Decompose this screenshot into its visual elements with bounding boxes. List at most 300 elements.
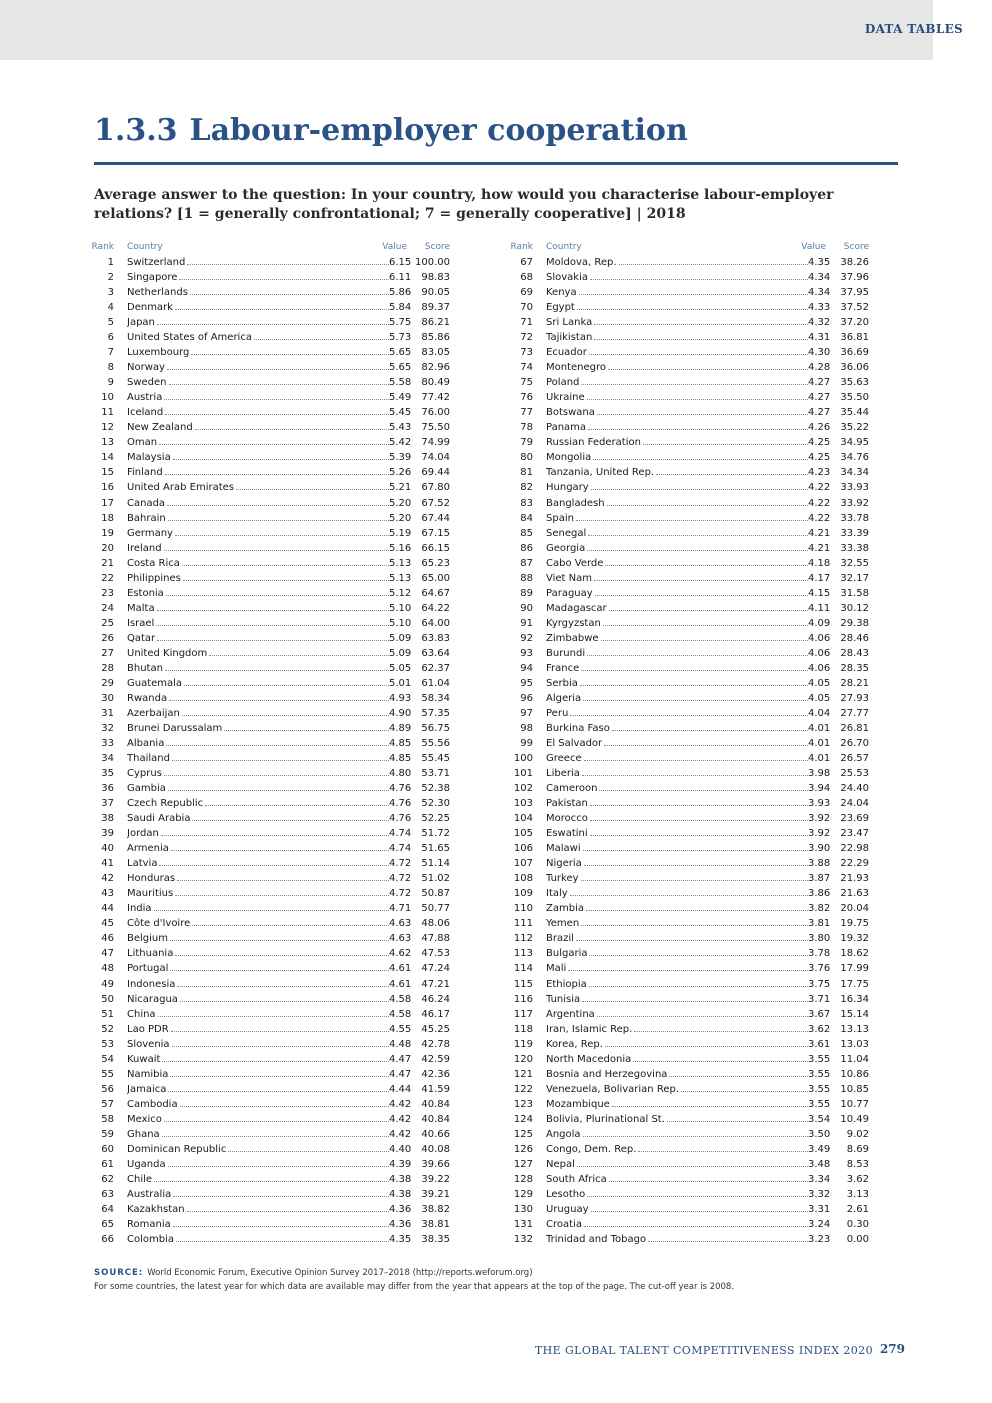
- rank-cell: 44: [101, 903, 114, 915]
- dot-leader: [603, 625, 808, 626]
- rank-cell: 37: [101, 798, 114, 810]
- rank-cell: 97: [520, 707, 533, 719]
- dot-leader: [191, 354, 389, 355]
- score-cell: 64.00: [421, 617, 450, 629]
- score-cell: 77.42: [421, 392, 450, 404]
- rank-cell: 99: [520, 738, 533, 749]
- score-cell: 23.69: [840, 813, 869, 825]
- dot-leader: [582, 775, 808, 776]
- score-cell: 83.05: [421, 347, 450, 359]
- country-cell: [127, 721, 389, 736]
- table-row: [80, 901, 458, 916]
- dot-leader: [170, 970, 389, 971]
- dot-leader: [171, 850, 389, 851]
- table-row: [80, 330, 458, 345]
- value-cell: 4.27: [808, 377, 831, 389]
- rank-cell: 113: [513, 948, 533, 960]
- rank-cell: 31: [101, 707, 114, 719]
- rank-cell: 29: [101, 677, 114, 689]
- value-cell: 5.45: [389, 407, 412, 419]
- value-cell: 3.55: [808, 1053, 831, 1065]
- score-cell: 10.49: [840, 1113, 869, 1125]
- score-cell: 18.62: [840, 948, 869, 960]
- table-header: [499, 242, 877, 255]
- score-cell: 28.35: [840, 662, 869, 674]
- source-label: SOURCE:: [94, 1268, 144, 1278]
- value-cell: 4.93: [389, 692, 412, 704]
- table-row: [499, 390, 877, 405]
- dot-leader: [179, 279, 389, 280]
- dot-leader: [167, 505, 389, 506]
- dot-leader: [154, 1181, 389, 1182]
- footer-publication: [535, 1344, 905, 1357]
- table-row: [499, 1172, 877, 1187]
- dot-leader: [589, 955, 808, 956]
- rank-cell: 110: [513, 903, 533, 915]
- score-cell: 40.08: [421, 1143, 450, 1155]
- rank-cell: 30: [101, 692, 114, 704]
- value-cell: 4.90: [389, 707, 412, 719]
- rank-cell: 70: [520, 302, 533, 314]
- rank-cell: 62: [101, 1173, 114, 1185]
- country-name: Brazil: [546, 933, 574, 945]
- country-name: Spain: [546, 512, 574, 524]
- table-row: [499, 856, 877, 871]
- value-cell: 5.10: [389, 617, 412, 629]
- value-cell: 5.12: [389, 587, 412, 599]
- score-cell: 53.71: [421, 768, 450, 780]
- country-name: Burundi: [546, 647, 586, 659]
- rank-cell: 69: [520, 287, 533, 299]
- score-cell: 52.30: [421, 798, 450, 810]
- score-cell: 36.69: [840, 347, 869, 359]
- table-row: [80, 721, 458, 736]
- value-cell: 5.43: [389, 422, 412, 434]
- country-cell: [127, 992, 389, 1007]
- value-cell: 4.05: [808, 677, 831, 689]
- table-row: [499, 886, 877, 901]
- rank-cell: 65: [101, 1219, 114, 1230]
- country-cell: [127, 856, 389, 871]
- score-cell: 51.14: [421, 858, 450, 870]
- country-name: Bahrain: [127, 512, 166, 524]
- rank-cell: 96: [520, 692, 533, 704]
- score-cell: 61.04: [421, 677, 450, 689]
- country-name: Viet Nam: [546, 572, 593, 584]
- dot-leader: [577, 1166, 808, 1167]
- dot-leader: [581, 880, 808, 881]
- value-cell: 3.71: [808, 993, 831, 1005]
- country-cell: [127, 1142, 389, 1157]
- country-name: Angola: [546, 1128, 581, 1140]
- score-cell: 19.75: [840, 918, 869, 930]
- dot-leader: [156, 625, 389, 626]
- rank-cell: 66: [101, 1234, 114, 1246]
- score-cell: 3.62: [846, 1173, 869, 1185]
- dot-leader: [612, 1106, 808, 1107]
- country-cell: [127, 841, 389, 856]
- country-name: Pakistan: [546, 798, 588, 810]
- country-name: Slovenia: [127, 1038, 170, 1050]
- table-row: [80, 1052, 458, 1067]
- value-cell: 5.13: [389, 557, 412, 569]
- country-cell: [546, 511, 808, 526]
- rank-cell: 58: [101, 1113, 114, 1125]
- table-row: [499, 706, 877, 721]
- rank-cell: 88: [520, 572, 533, 584]
- score-cell: 51.02: [421, 873, 450, 885]
- country-cell: [546, 300, 808, 315]
- rank-cell: 19: [101, 527, 114, 539]
- country-name: Oman: [127, 437, 158, 449]
- title-divider: [94, 162, 898, 165]
- title-number: 1.3.3: [94, 113, 178, 148]
- score-cell: 23.47: [840, 828, 869, 840]
- score-cell: 13.03: [840, 1038, 869, 1050]
- country-name: Ethiopia: [546, 978, 587, 990]
- score-cell: 37.52: [840, 302, 869, 314]
- score-cell: 37.96: [840, 272, 869, 284]
- table-row: [499, 841, 877, 856]
- table-row: [80, 375, 458, 390]
- country-name: Côte d'Ivoire: [127, 918, 191, 930]
- country-cell: [546, 706, 808, 721]
- dot-leader: [168, 520, 389, 521]
- dot-leader: [633, 1061, 808, 1062]
- country-cell: [546, 691, 808, 706]
- score-cell: 22.29: [840, 858, 869, 870]
- dot-leader: [584, 760, 808, 761]
- value-cell: 3.55: [808, 1098, 831, 1110]
- score-cell: 29.38: [840, 617, 869, 629]
- country-cell: [127, 601, 389, 616]
- country-name: El Salvador: [546, 738, 603, 749]
- table-row: [499, 435, 877, 450]
- value-cell: 3.54: [808, 1113, 831, 1125]
- country-cell: [127, 435, 389, 450]
- table-row: [80, 781, 458, 796]
- country-name: Denmark: [127, 302, 173, 314]
- country-name: Burkina Faso: [546, 722, 610, 734]
- value-cell: 3.87: [808, 873, 831, 885]
- value-header: Value: [382, 242, 407, 252]
- rank-cell: 100: [513, 753, 533, 765]
- score-cell: 34.76: [840, 452, 869, 464]
- rank-cell: 86: [520, 542, 533, 554]
- rank-cell: 111: [513, 918, 533, 930]
- country-name: South Africa: [546, 1173, 607, 1185]
- dot-leader: [172, 760, 389, 761]
- score-cell: 48.06: [421, 918, 450, 930]
- value-cell: 5.21: [389, 482, 412, 494]
- country-name: Bhutan: [127, 662, 163, 674]
- country-cell: [127, 1172, 389, 1187]
- value-cell: 3.67: [808, 1008, 831, 1020]
- score-header: Score: [843, 242, 869, 252]
- dot-leader: [605, 565, 808, 566]
- country-name: Honduras: [127, 873, 176, 885]
- country-cell: [546, 871, 808, 886]
- rank-header: Rank: [91, 242, 114, 252]
- table-row: [80, 931, 458, 946]
- value-cell: 3.92: [808, 828, 831, 840]
- value-cell: 4.23: [808, 467, 831, 479]
- score-cell: 19.32: [840, 933, 869, 945]
- country-name: Paraguay: [546, 587, 593, 599]
- country-cell: [127, 571, 389, 586]
- score-cell: 85.86: [421, 332, 450, 344]
- country-cell: [546, 826, 808, 841]
- score-cell: 57.35: [421, 707, 450, 719]
- table-row: [499, 571, 877, 586]
- rank-cell: 103: [513, 798, 533, 810]
- country-cell: [546, 1142, 808, 1157]
- value-cell: 4.01: [808, 738, 831, 749]
- value-cell: 4.38: [389, 1188, 412, 1200]
- table-row: [499, 871, 877, 886]
- score-cell: 39.66: [421, 1158, 450, 1170]
- country-cell: [546, 992, 808, 1007]
- country-cell: [127, 586, 389, 601]
- rank-cell: 11: [101, 407, 114, 419]
- score-cell: 64.22: [421, 602, 450, 614]
- country-name: Rwanda: [127, 692, 168, 704]
- score-cell: 75.50: [421, 422, 450, 434]
- dot-leader: [609, 1181, 808, 1182]
- country-cell: [127, 1007, 389, 1022]
- country-cell: [127, 736, 389, 751]
- value-cell: 6.11: [389, 272, 412, 284]
- country-name: Japan: [127, 317, 155, 329]
- value-cell: 4.06: [808, 662, 831, 674]
- dot-leader: [581, 925, 808, 926]
- country-name: Uruguay: [546, 1203, 589, 1215]
- table-row: [80, 390, 458, 405]
- score-cell: 2.61: [846, 1203, 869, 1215]
- rank-cell: 60: [101, 1143, 114, 1155]
- table-row: [499, 826, 877, 841]
- rank-cell: 93: [520, 647, 533, 659]
- table-row: [80, 1202, 458, 1217]
- dot-leader: [167, 369, 389, 370]
- value-cell: 4.76: [389, 813, 412, 825]
- country-name: Kyrgyzstan: [546, 617, 601, 629]
- rank-cell: 104: [513, 813, 533, 825]
- rank-cell: 71: [520, 317, 533, 329]
- dot-leader: [681, 1091, 808, 1092]
- score-cell: 37.95: [840, 287, 869, 299]
- value-cell: 4.85: [389, 738, 412, 749]
- score-cell: 33.93: [840, 482, 869, 494]
- value-cell: 3.94: [808, 783, 831, 795]
- rank-header: Rank: [510, 242, 533, 252]
- country-cell: [546, 405, 808, 420]
- score-cell: 40.84: [421, 1113, 450, 1125]
- score-cell: 26.81: [840, 722, 869, 734]
- value-cell: 4.11: [808, 602, 831, 614]
- country-name: Greece: [546, 753, 582, 765]
- score-cell: 36.81: [840, 332, 869, 344]
- country-name: Azerbaijan: [127, 707, 180, 719]
- country-cell: [127, 1157, 389, 1172]
- value-cell: 3.88: [808, 858, 831, 870]
- rank-cell: 59: [101, 1128, 114, 1140]
- country-cell: [127, 781, 389, 796]
- table-row: [499, 345, 877, 360]
- table-row: [80, 992, 458, 1007]
- value-cell: 4.25: [808, 437, 831, 449]
- country-name: New Zealand: [127, 422, 193, 434]
- score-cell: 86.21: [421, 317, 450, 329]
- country-cell: [546, 856, 808, 871]
- score-cell: 67.52: [421, 497, 450, 509]
- rank-cell: 81: [520, 467, 533, 479]
- table-row: [499, 480, 877, 495]
- dot-leader: [195, 429, 389, 430]
- country-name: Hungary: [546, 482, 589, 494]
- score-cell: 9.02: [846, 1128, 869, 1140]
- rank-cell: 22: [101, 572, 114, 584]
- country-cell: [546, 571, 808, 586]
- country-cell: [546, 1217, 808, 1232]
- country-name: Mali: [546, 963, 567, 975]
- dot-leader: [568, 970, 808, 971]
- rank-cell: 118: [513, 1023, 533, 1035]
- value-cell: 4.15: [808, 587, 831, 599]
- country-cell: [546, 796, 808, 811]
- country-name: Tajikistan: [546, 332, 593, 344]
- country-cell: [546, 916, 808, 931]
- country-name: Moldova, Rep.: [546, 257, 617, 268]
- value-cell: 4.06: [808, 632, 831, 644]
- score-cell: 27.77: [840, 707, 869, 719]
- country-cell: [127, 1097, 389, 1112]
- dot-leader: [175, 309, 389, 310]
- value-cell: 4.58: [389, 993, 412, 1005]
- country-cell: [546, 1082, 808, 1097]
- value-cell: 3.80: [808, 933, 831, 945]
- rank-cell: 87: [520, 557, 533, 569]
- country-name: Austria: [127, 392, 163, 404]
- score-cell: 89.37: [421, 302, 450, 314]
- rank-cell: 51: [101, 1008, 114, 1020]
- table-row: [499, 1157, 877, 1172]
- country-name: Tunisia: [546, 993, 581, 1005]
- rank-cell: 101: [513, 768, 533, 780]
- table-row: [80, 1112, 458, 1127]
- table-row: [499, 511, 877, 526]
- score-cell: 63.83: [421, 632, 450, 644]
- score-cell: 10.86: [840, 1068, 869, 1080]
- country-cell: [546, 1007, 808, 1022]
- country-name: Senegal: [546, 527, 587, 539]
- country-cell: [546, 961, 808, 976]
- value-cell: 3.61: [808, 1038, 831, 1050]
- value-cell: 4.33: [808, 302, 831, 314]
- dot-leader: [209, 655, 389, 656]
- table-row: [499, 1142, 877, 1157]
- country-cell: [127, 1022, 389, 1037]
- country-name: Mexico: [127, 1113, 162, 1125]
- country-name: Peru: [546, 707, 569, 719]
- rank-cell: 132: [513, 1234, 533, 1246]
- value-cell: 5.19: [389, 527, 412, 539]
- score-cell: 33.92: [840, 497, 869, 509]
- country-name: Lesotho: [546, 1188, 586, 1200]
- country-name: Armenia: [127, 843, 169, 855]
- country-name: Sri Lanka: [546, 317, 593, 329]
- country-cell: [546, 1187, 808, 1202]
- score-cell: 42.36: [421, 1068, 450, 1080]
- score-cell: 47.21: [421, 978, 450, 990]
- country-name: Mozambique: [546, 1098, 610, 1110]
- value-cell: 3.92: [808, 813, 831, 825]
- score-cell: 15.14: [840, 1008, 869, 1020]
- country-name: Guatemala: [127, 677, 183, 689]
- table-row: [499, 1067, 877, 1082]
- country-name: Gambia: [127, 783, 166, 795]
- country-cell: [546, 901, 808, 916]
- rank-cell: 114: [513, 963, 533, 975]
- dot-leader: [170, 940, 389, 941]
- rank-cell: 46: [101, 933, 114, 945]
- rank-cell: 54: [101, 1053, 114, 1065]
- country-name: Romania: [127, 1219, 171, 1230]
- dot-leader: [580, 685, 808, 686]
- table-row: [499, 1202, 877, 1217]
- rank-cell: 16: [101, 482, 114, 494]
- value-cell: 4.34: [808, 272, 831, 284]
- table-row: [80, 1172, 458, 1187]
- dot-leader: [154, 910, 389, 911]
- rank-cell: 57: [101, 1098, 114, 1110]
- country-name: Cyprus: [127, 768, 162, 780]
- score-cell: 35.50: [840, 392, 869, 404]
- rank-cell: 76: [520, 392, 533, 404]
- dot-leader: [608, 369, 808, 370]
- value-cell: 5.65: [389, 362, 412, 374]
- value-cell: 5.58: [389, 377, 412, 389]
- dot-leader: [605, 1046, 808, 1047]
- country-cell: [127, 541, 389, 556]
- table-row: [80, 841, 458, 856]
- score-cell: 65.00: [421, 572, 450, 584]
- score-cell: 50.87: [421, 888, 450, 900]
- score-cell: 32.17: [840, 572, 869, 584]
- dot-leader: [187, 1211, 389, 1212]
- country-name: Mongolia: [546, 452, 592, 464]
- table-row: [80, 646, 458, 661]
- country-name: Kenya: [546, 287, 577, 299]
- value-cell: 4.05: [808, 692, 831, 704]
- country-cell: [127, 480, 389, 495]
- rank-cell: 107: [513, 858, 533, 870]
- rank-cell: 55: [101, 1068, 114, 1080]
- score-cell: 42.78: [421, 1038, 450, 1050]
- score-cell: 39.22: [421, 1173, 450, 1185]
- table-row: [499, 541, 877, 556]
- rank-cell: 73: [520, 347, 533, 359]
- score-cell: 33.78: [840, 512, 869, 524]
- score-cell: 51.65: [421, 843, 450, 855]
- country-cell: [127, 375, 389, 390]
- table-row: [80, 1127, 458, 1142]
- country-name: Ireland: [127, 542, 162, 554]
- rank-cell: 78: [520, 422, 533, 434]
- table-row: [80, 826, 458, 841]
- country-header: Country: [127, 242, 163, 252]
- country-cell: [127, 796, 389, 811]
